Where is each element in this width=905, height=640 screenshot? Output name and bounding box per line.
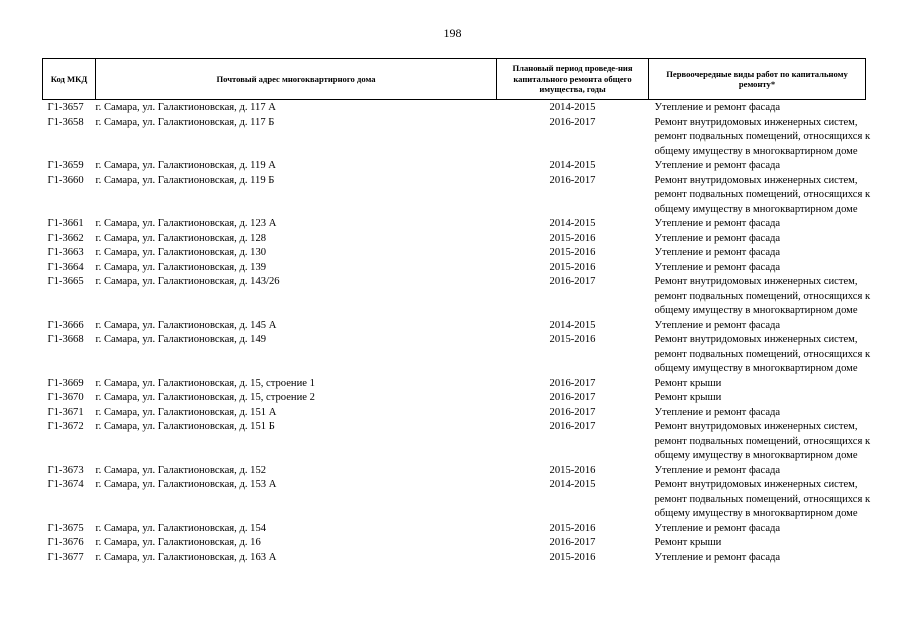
works-line: Ремонт внутридомовых инженерных систем, [654, 421, 858, 432]
cell-period: 2014-2015 [549, 479, 596, 490]
cell-period: 2015-2016 [549, 551, 596, 563]
table-body [43, 100, 871, 566]
cell-works [649, 551, 866, 566]
cell-address: г. Самара, ул. Галактионовская, д. 139 [95, 261, 267, 273]
cell-code: Г1-3673 [47, 464, 84, 476]
table-row [43, 275, 866, 319]
table-row [43, 159, 866, 174]
cell-period: 2014-2015 [549, 319, 596, 331]
cell-code: Г1-3668 [47, 334, 84, 345]
works-line: ремонт подвальных помещений, относящихся к [654, 290, 871, 302]
works-line: Утепление и ремонт фасада [654, 261, 781, 273]
cell-period: 2016-2017 [549, 276, 596, 287]
cell-code: Г1-3666 [47, 319, 84, 331]
capital-repair-table [42, 58, 871, 565]
cell-period: 2015-2016 [549, 464, 596, 476]
cell-address: г. Самара, ул. Галактионовская, д. 130 [95, 247, 267, 258]
cell-code: Г1-3658 [47, 116, 84, 128]
cell-code: Г1-3675 [47, 522, 84, 534]
cell-address: г. Самара, ул. Галактионовская, д. 151 А [95, 406, 277, 418]
cell-address: г. Самара, ул. Галактионовская, д. 119 Б [95, 174, 275, 186]
table-row [43, 333, 866, 377]
table-row [43, 377, 866, 392]
cell-address: г. Самара, ул. Галактионовская, д. 143/26 [95, 276, 280, 287]
cell-code: Г1-3664 [47, 261, 84, 273]
works-line: ремонт подвальных помещений, относящихся к [654, 493, 871, 505]
cell-address: г. Самара, ул. Галактионовская, д. 149 [95, 334, 267, 345]
cell-works [649, 333, 871, 377]
cell-address: г. Самара, ул. Галактионовская, д. 119 А [95, 160, 276, 171]
cell-period: 2014-2015 [549, 218, 596, 229]
cell-code: Г1-3674 [47, 479, 84, 490]
cell-code: Г1-3669 [47, 377, 84, 389]
cell-period: 2015-2016 [549, 247, 596, 258]
header-code: Код МКД [43, 59, 96, 100]
works-line: Ремонт крыши [654, 377, 722, 389]
cell-code: Г1-3670 [47, 392, 84, 403]
cell-works [649, 100, 866, 116]
cell-period: 2016-2017 [549, 377, 596, 389]
cell-works [649, 174, 871, 218]
cell-code: Г1-3657 [47, 102, 84, 113]
table-row [43, 464, 866, 479]
works-line: Утепление и ремонт фасада [654, 551, 781, 563]
cell-works [649, 116, 871, 160]
table-header-row [43, 59, 866, 100]
cell-period: 2015-2016 [549, 522, 596, 534]
cell-address: г. Самара, ул. Галактионовская, д. 117 А [95, 102, 276, 113]
cell-works [649, 536, 866, 551]
works-line: ремонт подвальных помещений, относящихся к [654, 348, 871, 360]
cell-works [649, 261, 866, 276]
works-line: Ремонт внутридомовых инженерных систем, [654, 334, 858, 345]
cell-code: Г1-3662 [47, 232, 84, 244]
cell-code: Г1-3671 [47, 406, 84, 418]
cell-works [649, 246, 866, 261]
works-line: общему имуществу в многоквартирном доме [654, 305, 858, 316]
cell-works [649, 217, 866, 232]
works-line: Ремонт крыши [654, 537, 722, 548]
cell-address: г. Самара, ул. Галактионовская, д. 128 [95, 232, 267, 244]
table-row [43, 174, 866, 218]
works-line: ремонт подвальных помещений, относящихся к [654, 131, 871, 142]
table-row [43, 319, 866, 334]
works-line: Утепление и ремонт фасада [654, 247, 781, 258]
cell-code: Г1-3661 [47, 218, 84, 229]
works-line: общему имуществу в многоквартирном доме [654, 450, 858, 461]
works-line: общему имуществу в многоквартирном доме [654, 363, 858, 374]
cell-works [649, 522, 866, 537]
cell-works [649, 478, 871, 522]
works-line: Ремонт внутридомовых инженерных систем, [654, 479, 858, 490]
table-row [43, 100, 866, 116]
cell-works [649, 159, 866, 174]
works-line: Ремонт крыши [654, 392, 722, 403]
cell-period: 2016-2017 [549, 116, 596, 128]
cell-address: г. Самара, ул. Галактионовская, д. 153 А [95, 479, 277, 490]
cell-period: 2016-2017 [549, 406, 596, 418]
cell-period: 2015-2016 [549, 261, 596, 273]
cell-address: г. Самара, ул. Галактионовская, д. 15, строение 1 [95, 377, 315, 389]
works-line: ремонт подвальных помещений, относящихся к [654, 435, 871, 447]
cell-period: 2016-2017 [549, 537, 596, 548]
table-row [43, 232, 866, 247]
table-row [43, 420, 866, 464]
cell-address: г. Самара, ул. Галактионовская, д. 154 [95, 522, 267, 534]
table-row [43, 217, 866, 232]
cell-works [649, 232, 866, 247]
works-line: Утепление и ремонт фасада [654, 102, 781, 113]
cell-address: г. Самара, ул. Галактионовская, д. 152 [95, 464, 267, 476]
cell-period: 2014-2015 [549, 102, 596, 113]
cell-period: 2016-2017 [549, 174, 596, 186]
works-line: Ремонт внутридомовых инженерных систем, [654, 276, 858, 287]
cell-period: 2014-2015 [549, 160, 596, 171]
cell-code: Г1-3663 [47, 247, 84, 258]
cell-address: г. Самара, ул. Галактионовская, д. 151 Б [95, 421, 275, 432]
table-row [43, 551, 866, 566]
cell-address: г. Самара, ул. Галактионовская, д. 123 А [95, 218, 277, 229]
works-line: Утепление и ремонт фасада [654, 218, 781, 229]
cell-code: Г1-3665 [47, 276, 84, 287]
works-line: Утепление и ремонт фасада [654, 232, 781, 244]
cell-address: г. Самара, ул. Галактионовская, д. 117 Б [95, 116, 275, 128]
cell-address: г. Самара, ул. Галактионовская, д. 15, строение 2 [95, 392, 315, 403]
table-row [43, 536, 866, 551]
table-row [43, 391, 866, 406]
cell-works [649, 391, 866, 406]
table-row [43, 261, 866, 276]
cell-code: Г1-3659 [47, 160, 84, 171]
works-line: общему имуществу в многоквартирном доме [654, 508, 858, 519]
cell-period: 2015-2016 [549, 334, 596, 345]
works-line: Утепление и ремонт фасада [654, 160, 781, 171]
table-row [43, 406, 866, 421]
cell-works [649, 420, 871, 464]
cell-works [649, 319, 866, 334]
header-address: Почтовый адрес многоквартирного дома [96, 59, 497, 100]
cell-works [649, 275, 871, 319]
works-line: Ремонт внутридомовых инженерных систем, [654, 174, 858, 186]
table-row [43, 522, 866, 537]
cell-code: Г1-3672 [47, 421, 84, 432]
cell-address: г. Самара, ул. Галактионовская, д. 16 [95, 537, 261, 548]
works-line: общему имуществу в многоквартирном доме [654, 145, 858, 157]
cell-works [649, 406, 866, 421]
cell-period: 2015-2016 [549, 232, 596, 244]
header-works: Первоочередные виды работ по капитальному ремонту* [649, 59, 866, 100]
cell-period: 2016-2017 [549, 392, 596, 403]
cell-code: Г1-3660 [47, 174, 84, 186]
page-number: 198 [443, 26, 462, 40]
cell-code: Г1-3677 [47, 551, 84, 563]
works-line: Утепление и ремонт фасада [654, 464, 781, 476]
cell-works [649, 377, 866, 392]
works-line: ремонт подвальных помещений, относящихся к [654, 189, 871, 200]
header-period: Плановый период проведе-ния капитального ремонта общего имущества, годы [497, 59, 649, 100]
works-line: общему имуществу в многоквартирном доме [654, 203, 858, 215]
table-row [43, 478, 866, 522]
table-row [43, 116, 866, 160]
cell-address: г. Самара, ул. Галактионовская, д. 163 А [95, 551, 277, 563]
cell-works [649, 464, 866, 479]
works-line: Утепление и ремонт фасада [654, 406, 781, 418]
table-row [43, 246, 866, 261]
works-line: Утепление и ремонт фасада [654, 319, 781, 331]
cell-period: 2016-2017 [549, 421, 596, 432]
cell-address: г. Самара, ул. Галактионовская, д. 145 А [95, 319, 277, 331]
cell-code: Г1-3676 [47, 537, 84, 548]
works-line: Утепление и ремонт фасада [654, 522, 781, 534]
works-line: Ремонт внутридомовых инженерных систем, [654, 116, 858, 128]
